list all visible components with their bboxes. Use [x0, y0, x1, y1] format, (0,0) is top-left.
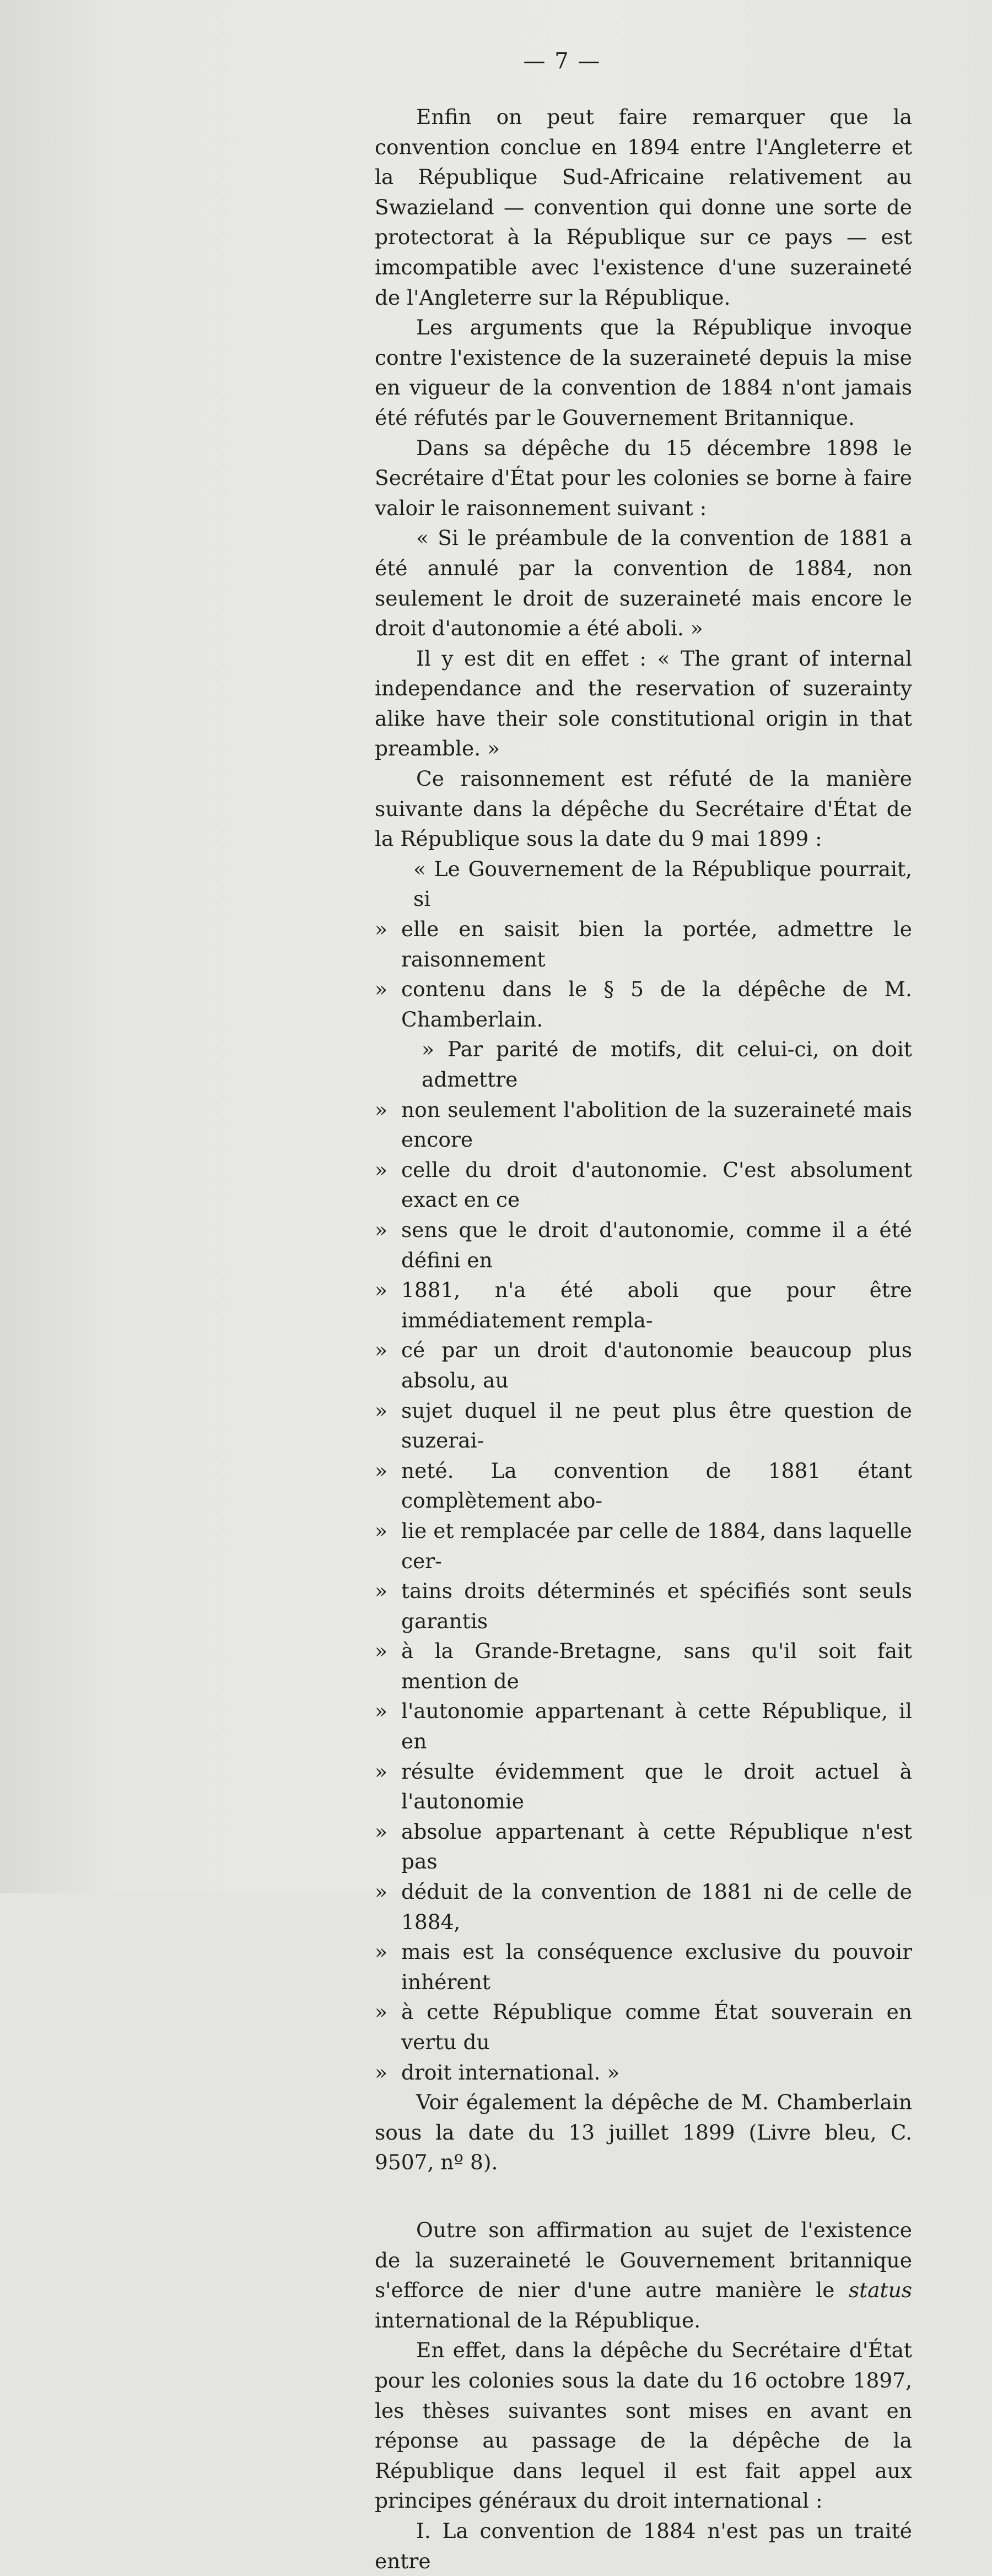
quote-line	[375, 1576, 912, 1636]
quote-text: droit international. »	[401, 2060, 620, 2084]
quote-line: « Le Gouvernement de la République pourrait, si	[413, 856, 912, 911]
quote-text: celle du droit d'autonomie. C'est absolument exact en ce	[401, 1157, 912, 1212]
quote-text: à la Grande-Bretagne, sans qu'il soit fait mention de	[401, 1639, 912, 1693]
quote-text: déduit de la convention de 1881 ni de celle de 1884,	[401, 1880, 912, 1934]
quote-line	[375, 1215, 912, 1275]
quote-line	[375, 1937, 912, 1997]
quote-mark: »	[375, 1579, 387, 1603]
italic-term: status	[848, 2278, 912, 2303]
quote-mark: »	[375, 917, 387, 942]
quote-line	[375, 1757, 912, 1817]
quote-text: 1881, n'a été aboli que pour être immédiatement rempla-	[401, 1278, 912, 1332]
page-number: — 7 —	[523, 48, 601, 74]
quote-mark: »	[375, 1278, 387, 1303]
quote-mark: »	[375, 1338, 387, 1363]
quote-mark: »	[375, 2060, 387, 2084]
quote-text: contenu dans le § 5 de la dépêche de M. Chamberlain.	[401, 977, 912, 1032]
quote-mark: »	[375, 977, 387, 1002]
quote-mark: »	[375, 1518, 387, 1543]
quote-mark: »	[375, 1097, 387, 1122]
quote-mark: »	[375, 1699, 387, 1724]
quote-mark: »	[375, 2000, 387, 2024]
quote-text: neté. La convention de 1881 étant complètement abo-	[401, 1458, 912, 1513]
quote-text: à cette République comme État souverain en vertu du	[401, 2000, 912, 2054]
quote-mark: »	[375, 1157, 387, 1182]
quoted-paragraph: « Si le préambule de la convention de 1881 a été annulé par la convention de 1884, non seulement le droit de suzeraineté mais encore le droit d'autonomie a été aboli. »	[375, 526, 912, 641]
quote-line	[375, 1997, 912, 2057]
quote-line	[375, 1516, 912, 1576]
quote-mark: »	[375, 1398, 387, 1423]
quote-mark: »	[375, 1639, 387, 1664]
quote-text: l'autonomie appartenant à cette République, il en	[401, 1699, 912, 1754]
quote-text: elle en saisit bien la portée, admettre le raisonnement	[401, 917, 912, 971]
quote-line	[375, 1155, 912, 1215]
text-column	[375, 102, 912, 2576]
paragraph	[375, 2215, 912, 2335]
text-run: Outre son affirmation au sujet de l'existence de la suzeraineté le Gouvernement britannique s'efforce de nier d'une autre manière le	[375, 2217, 912, 2303]
paragraph: Enfin on peut faire remarquer que la convention conclue en 1894 entre l'Angleterre et la République Sud-Africaine relativement au Swazieland — convention qui donne une sorte de protectorat à la République sur ce pays — est imcompatible avec l'existence d'une suzeraineté de l'Angleterre sur la République.	[375, 105, 912, 310]
paragraph: I. La convention de 1884 n'est pas un traité entre	[375, 2518, 912, 2573]
paragraph: Voir également la dépêche de M. Chamberlain sous la date du 13 juillet 1899 (Livre bleu, C. 9507, nº 8).	[375, 2090, 912, 2175]
quote-line	[375, 974, 912, 1034]
quote-line	[375, 1636, 912, 1696]
section-gap	[375, 2178, 912, 2215]
quote-text: sens que le droit d'autonomie, comme il a été défini en	[401, 1217, 912, 1272]
paragraph: Dans sa dépêche du 15 décembre 1898 le Secrétaire d'État pour les colonies se borne à faire valoir le raisonnement suivant :	[375, 435, 912, 520]
quote-mark: »	[375, 1819, 387, 1844]
quote-mark: »	[375, 1940, 387, 1964]
quote-line	[375, 1456, 912, 1516]
quote-text: lie et remplacée par celle de 1884, dans laquelle cer-	[401, 1518, 912, 1573]
quote-mark: »	[375, 1458, 387, 1483]
quote-line: » Par parité de motifs, dit celui-ci, on doit admettre	[422, 1037, 912, 1092]
quote-line	[375, 1396, 912, 1456]
quote-text: résulte évidemment que le droit actuel à l'autonomie	[401, 1759, 912, 1814]
paragraph: Ce raisonnement est réfuté de la manière suivante dans la dépêche du Secrétaire d'État de la République sous la date du 9 mai 1899 :	[375, 766, 912, 851]
text-run: international de la République.	[375, 2308, 701, 2332]
quote-line	[375, 1095, 912, 1155]
quote-mark: »	[375, 1759, 387, 1784]
quote-text: absolue appartenant à cette République n'est pas	[401, 1819, 912, 1874]
quote-text: non seulement l'abolition de la suzeraineté mais encore	[401, 1097, 912, 1152]
quote-text: tains droits déterminés et spécifiés sont seuls garantis	[401, 1579, 912, 1633]
quote-text: sujet duquel il ne peut plus être question de suzerai-	[401, 1398, 912, 1453]
quote-line	[375, 2057, 912, 2088]
quote-text: cé par un droit d'autonomie beaucoup plus absolu, au	[401, 1338, 912, 1392]
quote-line	[375, 914, 912, 974]
quote-line	[375, 1696, 912, 1756]
quote-line	[375, 1335, 912, 1395]
quote-mark: »	[375, 1217, 387, 1242]
quote-line	[375, 1275, 912, 1335]
quote-text: mais est la conséquence exclusive du pouvoir inhérent	[401, 1940, 912, 1994]
quote-mark: »	[375, 1880, 387, 1904]
paragraph: En effet, dans la dépêche du Secrétaire d'État pour les colonies sous la date du 16 octobre 1897, les thèses suivantes sont mises en avant en réponse au passage de la dépêche de la République dans lequel il est fait appel aux principes généraux du droit international :	[375, 2338, 912, 2513]
paragraph: Les arguments que la République invoque contre l'existence de la suzeraineté depuis la mise en vigueur de la convention de 1884 n'ont jamais été réfutés par le Gouvernement Britannique.	[375, 315, 912, 430]
quote-line	[375, 1877, 912, 1937]
paragraph: Il y est dit en effet : « The grant of internal independance and the reservation of suzerainty alike have their sole constitutional origin in that preamble. »	[375, 646, 912, 761]
quote-line	[375, 1817, 912, 1877]
